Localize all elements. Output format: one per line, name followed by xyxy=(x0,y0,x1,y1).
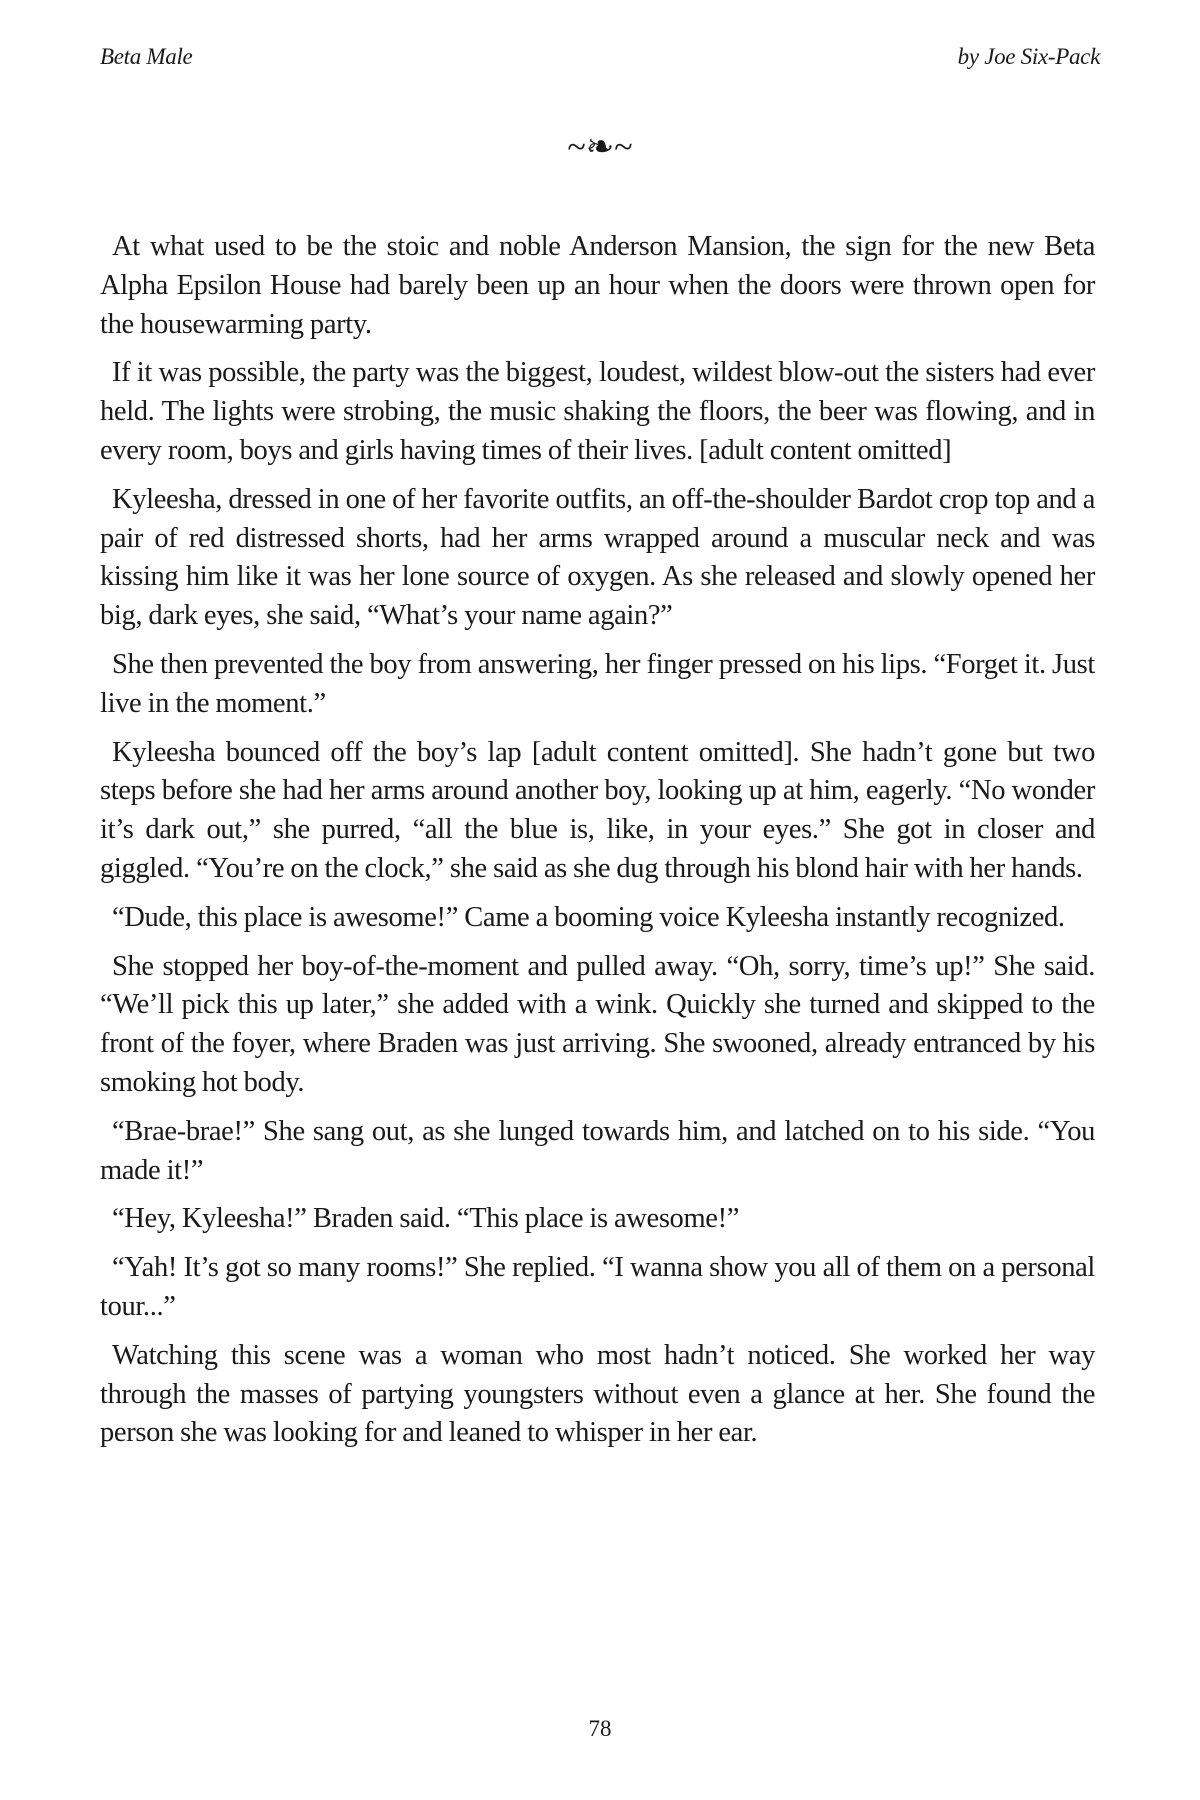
book-title: Beta Male xyxy=(100,44,193,69)
paragraph: At what used to be the stoic and noble Anderson Mansion, the sign for the new Beta Alpha Epsilon House had barely been up an hour when the doors were thrown open for the housewarming party. xyxy=(100,231,1095,340)
scroll-flourish-icon: ~❧~ xyxy=(567,129,633,166)
paragraph: She stopped her boy-of-the-moment and pulled away. “Oh, sorry, time’s up!” She said. “We’ll pick this up later,” she added with a wink. Quickly she turned and skipped to the front of the foyer, where Braden was just arriving. She swooned, already entranced by his smoking hot body. xyxy=(100,950,1095,1098)
paragraph: She then prevented the boy from answering, her finger pressed on his lips. “Forget it. Just live in the moment.” xyxy=(100,648,1095,719)
paragraph: Kyleesha bounced off the boy’s lap [adult content omitted]. She hadn’t gone but two steps before she had her arms around another boy, looking up at him, eagerly. “No wonder it’s dark out,” she purred, “all the blue is, like, in your eyes.” She got in closer and giggled. “You’re on the clock,” she said as she dug through his blond hair with her hands. xyxy=(100,736,1095,884)
body-text xyxy=(100,228,1095,1463)
running-header xyxy=(100,44,1100,70)
author-byline: by Joe Six-Pack xyxy=(957,44,1100,69)
paragraph: “Yah! It’s got so many rooms!” She replied. “I wanna show you all of them on a personal tour...” xyxy=(100,1252,1095,1322)
paragraph: “Hey, Kyleesha!” Braden said. “This place is awesome!” xyxy=(112,1203,740,1235)
paragraph: If it was possible, the party was the biggest, loudest, wildest blow-out the sisters had ever held. The lights were strobing, the music shaking the floors, the beer was flowing, and in every room, boys and girls having times of their lives. [adult content omitted] xyxy=(100,357,1095,466)
paragraph: “Dude, this place is awesome!” Came a booming voice Kyleesha instantly recognized. xyxy=(112,901,1065,933)
page-number: 78 xyxy=(588,1716,612,1741)
paragraph: Kyleesha, dressed in one of her favorite outfits, an off-the-shoulder Bardot crop top and a pair of red distressed shorts, had her arms wrapped around a muscular neck and was kissing him like it was her lone source of oxygen. As she released and slowly opened her big, dark eyes, she said, “What’s your name again?” xyxy=(100,483,1095,632)
paragraph: “Brae-brae!” She sang out, as she lunged towards him, and latched on to his side. “You made it!” xyxy=(100,1115,1095,1186)
paragraph: Watching this scene was a woman who most hadn’t noticed. She worked her way through the masses of partying youngsters without even a glance at her. She found the person she was looking for and leaned to whisper in her ear. xyxy=(100,1339,1095,1449)
